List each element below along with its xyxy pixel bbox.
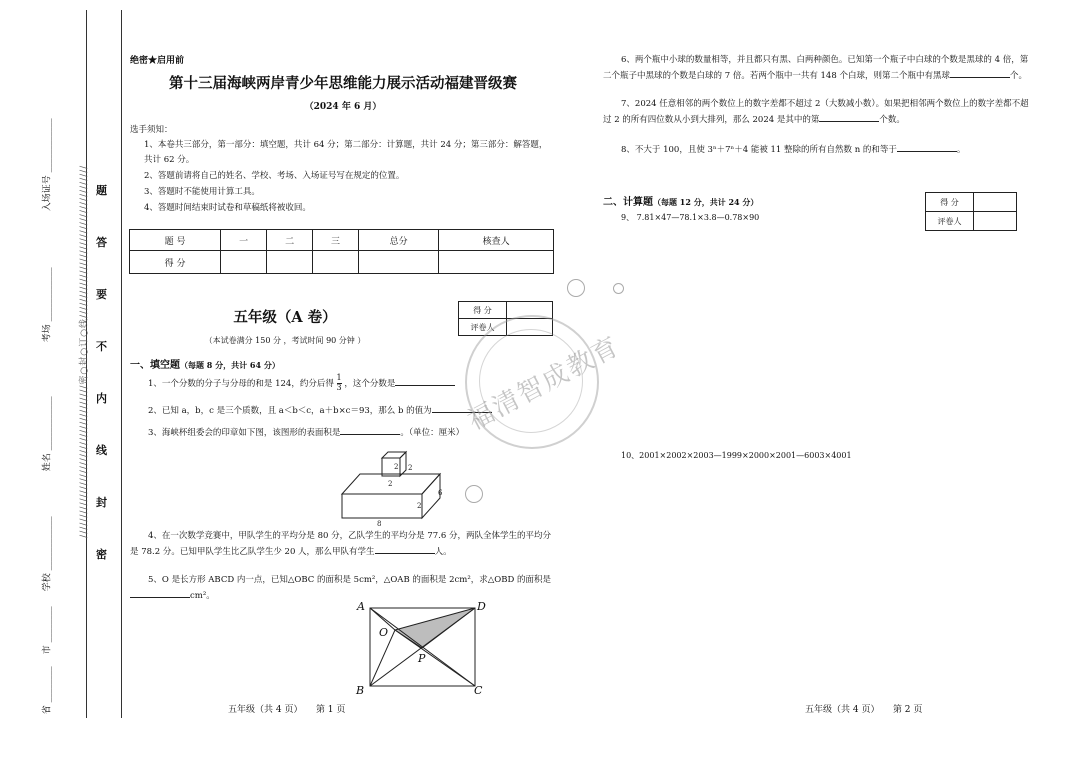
vertex-label: O — [379, 626, 389, 639]
score-cell[interactable] — [313, 251, 359, 274]
stamp-figure — [330, 446, 460, 528]
score-cell[interactable] — [439, 251, 554, 274]
stamp-label: 2 — [394, 463, 399, 471]
vertex-label: B — [356, 684, 365, 697]
stamp-label: 2 — [408, 464, 413, 472]
answer-blank[interactable] — [130, 588, 190, 598]
field-admission-no[interactable]: 入场证号 ____________ — [42, 118, 53, 212]
question-6: 6、两个瓶中小球的数量相等，并且都只有黑、白两种颜色。已知第一个瓶子中白球的个数是黑球的 4 倍，第二个瓶子中黑球的个数是白球的 7 倍。若两个瓶中一共有 148 个白球，则第二个瓶中有黑球 个。 — [603, 55, 1029, 82]
section1-title: 一、填空题（每题 8 分，共计 64 分） — [130, 360, 280, 371]
punch-circle — [465, 485, 483, 503]
section2-title: 二、计算题（每题 12 分，共计 24 分） — [603, 197, 759, 208]
question-2: 2、已知 a，b，c 是三个质数，且 a＜b＜c，a＋b×c＝93，那么 b 的值为 — [148, 403, 558, 419]
answer-blank[interactable] — [340, 425, 400, 435]
question-9: 9、 7.81×47—78.1×3.8—0.78×90 — [621, 213, 760, 222]
question-4: 4、在一次数学竞赛中，甲队学生的平均分是 80 分，乙队学生的平均分是 77.6 分，两队全体学生的平均分是 78.2 分。已知甲队学生比乙队学生少 20 人，那么甲队有学生 人。 — [130, 531, 551, 558]
score-cell[interactable] — [358, 251, 438, 274]
notice-item: 1、本卷共三部分，第一部分：填空题，共计 64 分；第二部分：计算题，共计 24 分；第三部分：解答题，共计 62 分。 — [144, 140, 548, 166]
exam-date: （2024 年 6 月） — [304, 102, 382, 112]
table-header: 二 — [267, 230, 313, 251]
field-city[interactable]: 市 ________ — [42, 606, 53, 655]
answer-blank[interactable] — [819, 112, 879, 122]
rectangle-figure — [350, 598, 495, 698]
punch-circle — [567, 279, 585, 297]
answer-blank[interactable] — [897, 142, 957, 152]
answer-blank[interactable] — [375, 544, 435, 554]
field-province[interactable]: 省 ________ — [42, 666, 53, 715]
score-table — [129, 229, 554, 274]
grader-box-1: 得 分 评卷人 — [458, 301, 553, 336]
table-header: 题 号 — [130, 230, 221, 251]
stamp-label: 6 — [438, 489, 443, 497]
question-8: 8、不大于 100，且使 3ⁿ＋7ⁿ＋4 能被 11 整除的所有自然数 n 的和等于 。 — [621, 142, 1031, 158]
notice-heading: 选手须知： — [130, 125, 173, 135]
table-row-label: 得 分 — [130, 251, 221, 274]
stamp-label: 2 — [417, 502, 422, 510]
footer-right: 五年级（共 4 页） 第 2 页 — [805, 705, 923, 715]
table-header: 核查人 — [439, 230, 554, 251]
vertex-label: A — [357, 600, 365, 613]
exam-info: （本试卷满分 150 分 ，考试时间 90 分钟 ） — [204, 336, 366, 345]
vertex-label: D — [477, 600, 486, 613]
table-header: 总分 — [358, 230, 438, 251]
footer-left: 五年级（共 4 页） 第 1 页 — [228, 705, 346, 715]
notice-item: 2、答题前请将自己的姓名、学校、考场、入场证号写在规定的位置。 — [144, 170, 405, 181]
vertex-label: P — [418, 652, 426, 665]
table-header: 一 — [221, 230, 267, 251]
grader-box-2: 得 分 评卷人 — [925, 192, 1017, 231]
margin-line — [121, 10, 122, 718]
vertex-label: C — [474, 684, 483, 697]
grade-title: 五年级（A 卷） — [233, 309, 337, 326]
answer-blank[interactable] — [395, 376, 455, 386]
question-1: 1、一个分数的分子与分母的和是 124，约分后得 $\frac{1}{3}$ ，这个分数是 — [148, 374, 558, 393]
answer-blank[interactable] — [950, 68, 1010, 78]
field-room[interactable]: 考场 ____________ — [42, 267, 53, 343]
notice-item: 3、答题时不能使用计算工具。 — [144, 187, 260, 198]
question-10: 10、2001×2002×2003—1999×2000×2001—6003×4001 — [621, 451, 852, 460]
answer-blank[interactable] — [432, 403, 492, 413]
notice — [130, 122, 555, 216]
field-school[interactable]: 学校 ____________ — [42, 516, 53, 592]
seal-line: //////////////////////////////////////密○封○订○线////////////////////////////////////// — [79, 164, 90, 538]
page-title: 第十三届海峡两岸青少年思维能力展示活动福建晋级赛 — [169, 75, 517, 92]
question-5: 5、O 是长方形 ABCD 内一点，已知△OBC 的面积是 5cm²，△OAB 的面积是 2cm²，求△OBD 的面积是cm²。 — [130, 572, 555, 604]
seal-warning: 题 答 要 不 内 线 封 密 — [96, 184, 107, 561]
notice-item: 4、答题时间结束时试卷和草稿纸将被收回。 — [144, 203, 311, 214]
table-header: 三 — [313, 230, 359, 251]
watermark-seal: 福清智成教育 — [445, 275, 645, 475]
score-cell[interactable] — [221, 251, 267, 274]
question-7: 7、2024 任意相邻的两个数位上的数字差都不超过 2（大数减小数）。如果把相邻两个数位上的数字差都不超过 2 的所有四位数从小到大排列，那么 2024 是其中的第 个数。 — [603, 99, 1029, 126]
score-cell[interactable] — [267, 251, 313, 274]
stamp-label: 8 — [377, 520, 382, 528]
field-name[interactable]: 姓名 ____________ — [42, 396, 53, 472]
punch-circle — [613, 283, 624, 294]
confidential-mark: 绝密★启用前 — [130, 56, 185, 66]
question-3: 3、海峡杯组委会的印章如下图，该图形的表面积是 。（单位：厘米） — [148, 425, 558, 441]
stamp-label: 2 — [388, 480, 393, 488]
